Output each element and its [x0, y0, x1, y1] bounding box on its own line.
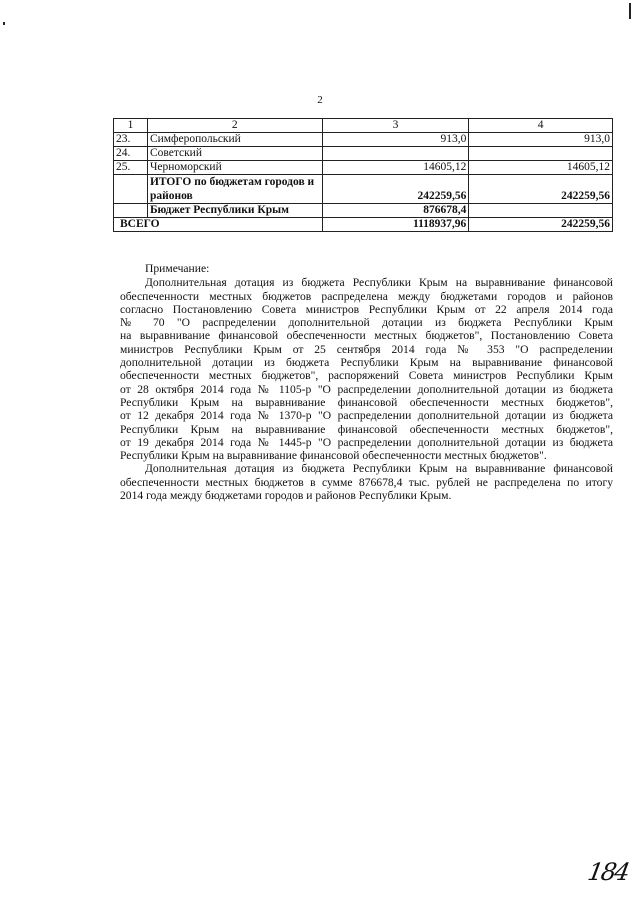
- row-col4: 14605,12: [469, 161, 613, 175]
- note-line: Дополнительная дотация из бюджета Республики Крым на выравнивание финансовой: [145, 462, 613, 476]
- republic-budget-col4: [469, 204, 613, 218]
- grand-total-label: ВСЕГО: [114, 218, 323, 232]
- note-line: согласно Постановлению Совета министров Республики Крым от 22 апреля 2014 года: [120, 302, 613, 316]
- note-line: обеспеченности местных бюджетов в сумме 876678,4 тыс. рублей не распределена по итогу: [120, 475, 613, 489]
- handwritten-page-number: 184: [585, 858, 631, 886]
- republic-budget-col3: 876678,4: [322, 204, 469, 218]
- note-line: обеспеченности местных бюджетов", распоряжений Совета министров Республики Крым: [120, 369, 613, 383]
- note-line: дополнительной дотации из бюджета Республики Крым на выравнивание финансовой: [120, 356, 613, 370]
- republic-budget-label: Бюджет Республики Крым: [147, 204, 322, 218]
- note-line: от 28 октября 2014 года № 1105-р "О распределении дополнительной дотации из бюджета: [120, 382, 613, 396]
- row-col3: 913,0: [322, 133, 469, 147]
- note-line: № 70 "О распределении дополнительной дотации из бюджета Республики Крым: [120, 316, 613, 330]
- row-col4: 913,0: [469, 133, 613, 147]
- grand-total-col3: 1118937,96: [322, 218, 469, 232]
- header-cell: 2: [147, 119, 322, 133]
- republic-budget-row: [114, 204, 613, 218]
- header-cell: 1: [114, 119, 148, 133]
- table-row: [114, 161, 613, 175]
- row-col3: [322, 147, 469, 161]
- note-paragraph-1: [120, 276, 613, 462]
- total-cities-col4: 242259,56: [469, 175, 613, 204]
- scan-mark: [3, 22, 5, 25]
- total-cities-label: ИТОГО по бюджетам городов и районов: [147, 175, 322, 204]
- total-cities-col3: 242259,56: [322, 175, 469, 204]
- note-title: Примечание:: [145, 262, 210, 275]
- row-name: Симферопольский: [147, 133, 322, 147]
- table-row: [114, 147, 613, 161]
- note-line: Республики Крым на выравнивание финансовой обеспеченности местных бюджетов",: [120, 422, 613, 436]
- note-line: Республики Крым на выравнивание финансовой обеспеченности местных бюджетов",: [120, 395, 613, 409]
- budget-table: [113, 118, 613, 232]
- table-row: [114, 133, 613, 147]
- note-line: от 12 декабря 2014 года № 1370-р "О распределении дополнительной дотации из бюджета: [120, 409, 613, 423]
- note-line: обеспеченности местных бюджетов распределена между бюджетами городов и районов: [120, 289, 613, 303]
- row-number: 23.: [114, 133, 148, 147]
- note-line: Дополнительная дотация из бюджета Республики Крым на выравнивание финансовой: [145, 276, 613, 290]
- note-line: министров Республики Крым от 25 сентября 2014 года № 353 "О распределении: [120, 342, 613, 356]
- row-name: Советский: [147, 147, 322, 161]
- header-cell: 3: [322, 119, 469, 133]
- grand-total-col4: 242259,56: [469, 218, 613, 232]
- page-number: 2: [317, 94, 323, 106]
- note-line: от 19 декабря 2014 года № 1445-р "О распределении дополнительной дотации из бюджета: [120, 435, 613, 449]
- note-section: [120, 262, 613, 502]
- grand-total-row: [114, 218, 613, 232]
- row-name: Черноморский: [147, 161, 322, 175]
- note-line: Республики Крым на выравнивание финансовой обеспеченности местных бюджетов".: [120, 449, 547, 463]
- row-number: 25.: [114, 161, 148, 175]
- row-number: 24.: [114, 147, 148, 161]
- note-paragraph-2: [120, 462, 613, 502]
- total-cities-row: [114, 175, 613, 204]
- row-col3: 14605,12: [322, 161, 469, 175]
- note-line: 2014 года между бюджетами городов и районов Республики Крым.: [120, 489, 452, 503]
- header-cell: 4: [469, 119, 613, 133]
- row-col4: [469, 147, 613, 161]
- note-line: на выравнивание финансовой обеспеченности местных бюджетов", Постановлению Совета: [120, 329, 613, 343]
- table-header-row: [114, 119, 613, 133]
- scan-mark: [629, 3, 631, 19]
